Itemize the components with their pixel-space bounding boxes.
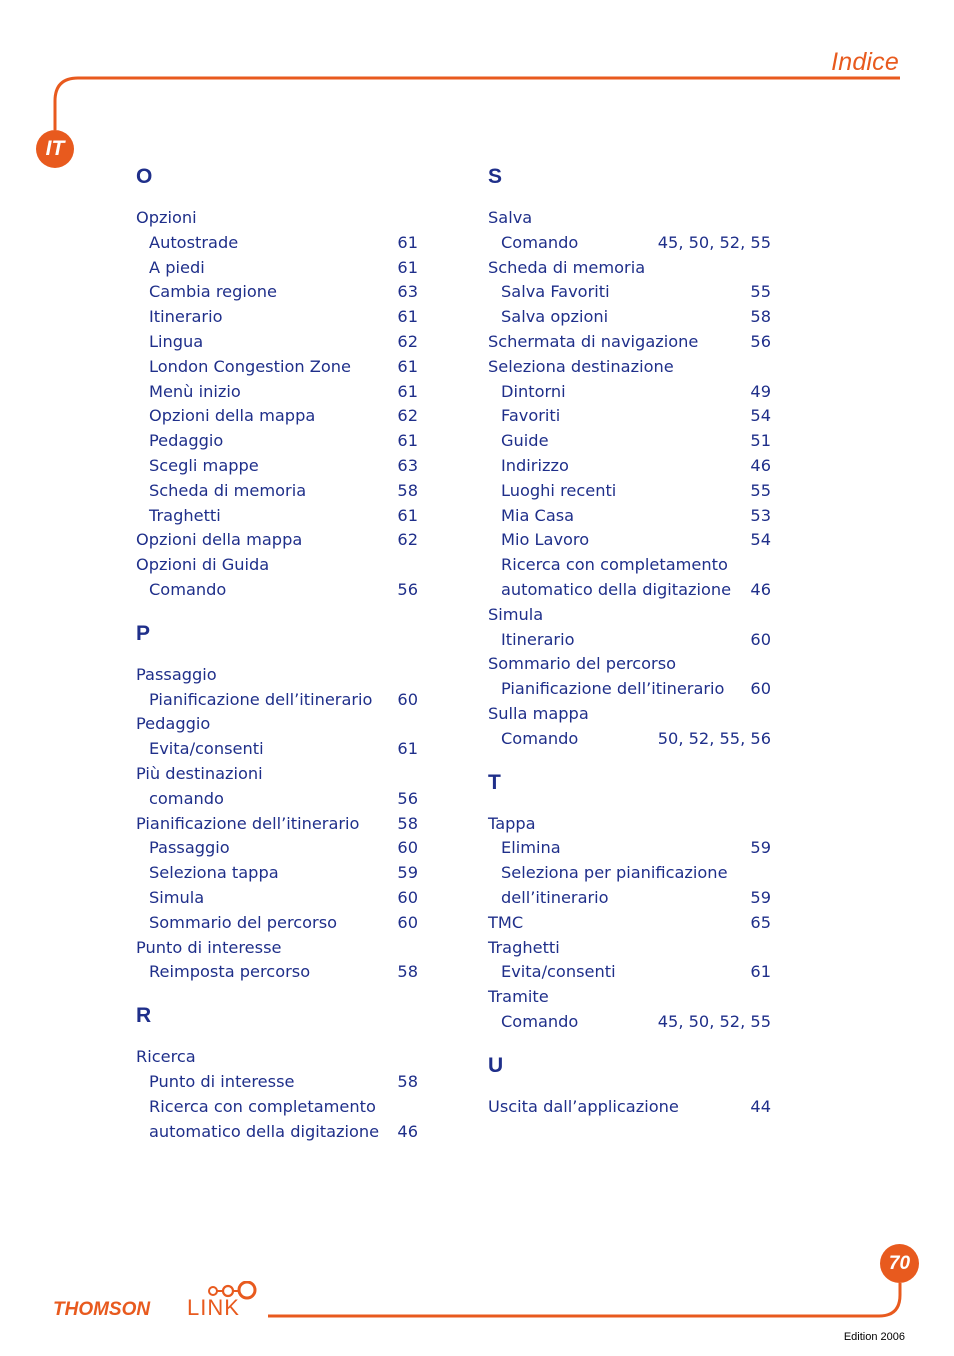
entry-page-ref: 46 [750, 455, 771, 475]
entry-page-ref: 45, 50, 52, 55 [657, 1011, 771, 1031]
section-letter: U [488, 1053, 504, 1077]
entry-page-ref: 46 [397, 1121, 418, 1141]
index-subentry-punto-di-interesse [136, 1070, 418, 1095]
index-subentry-comando [488, 727, 771, 752]
entry-term: Indirizzo [501, 455, 569, 475]
index-subentry-evita-consenti [136, 737, 418, 762]
entry-term: Menù inizio [149, 381, 241, 401]
entry-page-ref: 60 [397, 689, 418, 709]
entry-term: Punto di interesse [149, 1071, 295, 1091]
entry-term: Pianificazione dell’itinerario [501, 679, 725, 699]
entry-term: Scegli mappe [149, 455, 259, 475]
entry-term: Cambia regione [149, 282, 277, 302]
entry-term: Ricerca con completamento [501, 555, 728, 575]
index-subentry-scegli-mappe [136, 454, 418, 479]
brand-thomson: THOMSON [53, 1299, 151, 1320]
entry-term: Comando [501, 232, 579, 252]
entry-page-ref: 60 [397, 912, 418, 932]
page-title: Indice [831, 48, 899, 76]
index-subentry-indirizzo [488, 454, 771, 479]
index-column-right [488, 162, 771, 1136]
entry-term: Salva Favoriti [501, 282, 610, 302]
index-entry-uscita-dall-applicazione [488, 1095, 771, 1120]
entry-page-ref: 61 [397, 307, 418, 327]
entry-page-ref: 58 [750, 307, 771, 327]
index-subentry-autostrade [136, 231, 418, 256]
entry-page-ref: 51 [750, 431, 771, 451]
index-subentry-traghetti [136, 504, 418, 529]
section-letter: S [488, 165, 503, 188]
index-section-o [136, 162, 418, 603]
entry-page-ref: 61 [397, 232, 418, 252]
entry-term: A piedi [149, 257, 205, 277]
entry-page-ref: 59 [750, 838, 771, 858]
entry-page-ref: 60 [397, 838, 418, 858]
entry-term: Sommario del percorso [149, 912, 338, 932]
entry-term: Elimina [501, 838, 561, 858]
entry-term: London Congestion Zone [149, 356, 351, 376]
entry-page-ref: 62 [397, 331, 418, 351]
index-subentry-lingua [136, 330, 418, 355]
entry-term: Seleziona tappa [149, 863, 279, 883]
index-subentry-luoghi-recenti [488, 479, 771, 504]
entry-term: Pedaggio [149, 431, 224, 451]
index-entry-sulla-mappa [488, 702, 771, 727]
entry-page-ref: 63 [397, 455, 418, 475]
index-entry-simula [488, 603, 771, 628]
entry-page-ref: 62 [397, 530, 418, 550]
index-subentry-ricerca-con-completamento [136, 1095, 418, 1120]
entry-page-ref: 46 [750, 579, 771, 599]
section-letter: R [136, 1004, 152, 1028]
index-subentry-a-piedi [136, 256, 418, 281]
index-subentry-reimposta-percorso [136, 960, 418, 985]
section-letter: O [136, 165, 153, 188]
index-entry-punto-di-interesse [136, 936, 418, 961]
index-subentry-opzioni-della-mappa [136, 404, 418, 429]
entry-term: Guide [501, 431, 549, 451]
index-section-s [488, 162, 771, 752]
index-subentry-evita-consenti [488, 960, 771, 985]
index-entry-piu-destinazioni [136, 762, 418, 787]
index-section-u [488, 1051, 771, 1120]
entry-term: Opzioni di Guida [136, 555, 270, 575]
entry-term: Traghetti [149, 505, 221, 525]
index-entry-tappa [488, 812, 771, 837]
index-section-p [136, 619, 418, 985]
entry-page-ref: 49 [750, 381, 771, 401]
index-entry-pianificazione-dell-itinerario [136, 812, 418, 837]
entry-term: Mio Lavoro [501, 530, 590, 550]
entry-term: Traghetti [488, 937, 560, 957]
edition-label: Edition 2006 [843, 1331, 905, 1343]
index-subentry-ricerca-con-completamento [488, 553, 771, 578]
entry-page-ref: 58 [397, 480, 418, 500]
entry-term: automatico della digitazione [501, 579, 732, 599]
index-entry-opzioni-della-mappa [136, 528, 418, 553]
entry-page-ref: 56 [397, 579, 418, 599]
thomson-link-logo [53, 1281, 268, 1325]
index-subentry-itinerario [488, 628, 771, 653]
index-entry-schermata-di-navigazione [488, 330, 771, 355]
entry-term: Comando [501, 1011, 579, 1031]
entry-page-ref: 45, 50, 52, 55 [657, 232, 771, 252]
index-subentry-pianificazione-dell-itinerario [136, 688, 418, 713]
entry-page-ref: 55 [750, 480, 771, 500]
entry-term: Opzioni della mappa [149, 406, 316, 426]
index-entry-seleziona-destinazione [488, 355, 771, 380]
entry-page-ref: 56 [750, 331, 771, 351]
entry-page-ref: 62 [397, 406, 418, 426]
entry-term: Opzioni della mappa [136, 530, 303, 550]
index-subentry-guide [488, 429, 771, 454]
entry-term: Evita/consenti [149, 739, 264, 759]
index-subentry-comando [488, 1010, 771, 1035]
entry-page-ref: 44 [750, 1096, 771, 1116]
entry-page-ref: 61 [397, 431, 418, 451]
entry-term: Autostrade [149, 232, 239, 252]
index-entry-salva [488, 206, 771, 231]
entry-term: Sommario del percorso [488, 654, 677, 674]
entry-term: Simula [149, 887, 205, 907]
language-badge: IT [36, 130, 74, 168]
entry-term: Scheda di memoria [149, 480, 307, 500]
index-subentry-sommario-del-percorso [136, 911, 418, 936]
entry-page-ref: 59 [750, 887, 771, 907]
index-subentry-mia-casa [488, 504, 771, 529]
index-section-t [488, 768, 771, 1035]
entry-term: Dintorni [501, 381, 566, 401]
entry-term: Salva opzioni [501, 307, 609, 327]
entry-term: Opzioni [136, 208, 197, 227]
entry-term: Itinerario [149, 307, 223, 327]
entry-term: Lingua [149, 331, 204, 351]
index-subentry-comando [136, 578, 418, 603]
entry-term: Salva [488, 208, 533, 227]
entry-page-ref: 61 [397, 257, 418, 277]
entry-page-ref: 65 [750, 912, 771, 932]
entry-term: dell’itinerario [501, 887, 609, 907]
entry-page-ref: 56 [397, 788, 418, 808]
entry-page-ref: 59 [397, 863, 418, 883]
index-entry-opzioni [136, 206, 418, 231]
entry-page-ref: 61 [397, 381, 418, 401]
index-subentry-london-congestion-zone [136, 355, 418, 380]
entry-term: Evita/consenti [501, 962, 616, 982]
index-entry-ricerca [136, 1045, 418, 1070]
brand-link: LINK [187, 1295, 240, 1320]
entry-term: Pedaggio [136, 714, 211, 734]
index-entry-scheda-di-memoria [488, 256, 771, 281]
entry-term: Favoriti [501, 406, 561, 426]
index-subentry-comando [136, 787, 418, 812]
entry-page-ref: 61 [397, 356, 418, 376]
entry-term: Ricerca [136, 1047, 196, 1067]
entry-term: Reimposta percorso [149, 962, 311, 982]
entry-page-ref: 63 [397, 282, 418, 302]
index-subentry-seleziona-tappa [136, 861, 418, 886]
entry-term: Comando [501, 728, 579, 748]
entry-term: Luoghi recenti [501, 480, 617, 500]
index-subentry-dintorni [488, 380, 771, 405]
entry-term: comando [149, 788, 224, 808]
index-entry-pedaggio [136, 712, 418, 737]
entry-term: Scheda di memoria [488, 257, 646, 277]
index-subentry-itinerario [136, 305, 418, 330]
entry-page-ref: 60 [750, 629, 771, 649]
index-subentry-menu-inizio [136, 380, 418, 405]
entry-page-ref: 50, 52, 55, 56 [657, 728, 771, 748]
entry-term: Schermata di navigazione [488, 331, 699, 351]
entry-term: Sulla mappa [488, 703, 589, 723]
entry-page-ref: 54 [750, 530, 771, 550]
entry-page-ref: 54 [750, 406, 771, 426]
entry-page-ref: 53 [750, 505, 771, 525]
index-subentry-favoriti [488, 404, 771, 429]
section-letter: T [488, 770, 501, 794]
entry-term: Seleziona destinazione [488, 356, 674, 376]
entry-page-ref: 58 [397, 1071, 418, 1091]
entry-page-ref: 58 [397, 962, 418, 982]
index-subentry-salva-opzioni [488, 305, 771, 330]
entry-term: Passaggio [136, 664, 217, 684]
entry-term: Simula [488, 604, 544, 624]
entry-page-ref: 61 [397, 505, 418, 525]
entry-term: Mia Casa [501, 505, 575, 525]
index-subentry-passaggio [136, 836, 418, 861]
index-subentry-scheda-di-memoria [136, 479, 418, 504]
entry-term: Punto di interesse [136, 937, 282, 957]
entry-term: TMC [488, 912, 524, 932]
index-entry-sommario-del-percorso [488, 652, 771, 677]
entry-page-ref: 58 [397, 813, 418, 833]
index-entry-traghetti [488, 936, 771, 961]
index-subentry-elimina [488, 836, 771, 861]
entry-term: Comando [149, 579, 227, 599]
entry-term: Itinerario [501, 629, 575, 649]
entry-term: Uscita dall’applicazione [488, 1096, 679, 1116]
index-subentry-pedaggio [136, 429, 418, 454]
page-number-badge: 70 [880, 1244, 919, 1283]
entry-term: Tramite [488, 987, 549, 1007]
index-subentry-salva-favoriti [488, 280, 771, 305]
entry-page-ref: 61 [750, 962, 771, 982]
index-subentry-cambia-regione [136, 280, 418, 305]
index-subentry-pianificazione-dell-itinerario [488, 677, 771, 702]
index-subentry-seleziona-per-pianificazione [488, 861, 771, 886]
index-column-left [136, 162, 418, 1160]
entry-page-ref: 61 [397, 739, 418, 759]
entry-term: Pianificazione dell’itinerario [136, 813, 360, 833]
entry-term: Seleziona per pianificazione [501, 863, 728, 883]
entry-term: Più destinazioni [136, 763, 263, 783]
index-entry-passaggio [136, 663, 418, 688]
entry-page-ref: 60 [397, 887, 418, 907]
index-entry-opzioni-di-guida [136, 553, 418, 578]
entry-term: Ricerca con completamento [149, 1096, 376, 1116]
index-subentry-comando [488, 231, 771, 256]
index-subentry-mio-lavoro [488, 528, 771, 553]
entry-page-ref: 60 [750, 679, 771, 699]
entry-term: Tappa [488, 813, 536, 833]
entry-term: automatico della digitazione [149, 1121, 380, 1141]
index-entry-tmc [488, 911, 771, 936]
index-section-r [136, 1001, 418, 1144]
index-subentry-automatico-della-digitazione [136, 1120, 418, 1145]
section-letter: P [136, 621, 151, 645]
index-subentry-automatico-della-digitazione [488, 578, 771, 603]
entry-term: Pianificazione dell’itinerario [149, 689, 373, 709]
index-subentry-dell-itinerario [488, 886, 771, 911]
entry-page-ref: 55 [750, 282, 771, 302]
index-entry-tramite [488, 985, 771, 1010]
index-subentry-simula [136, 886, 418, 911]
entry-term: Passaggio [149, 838, 230, 858]
